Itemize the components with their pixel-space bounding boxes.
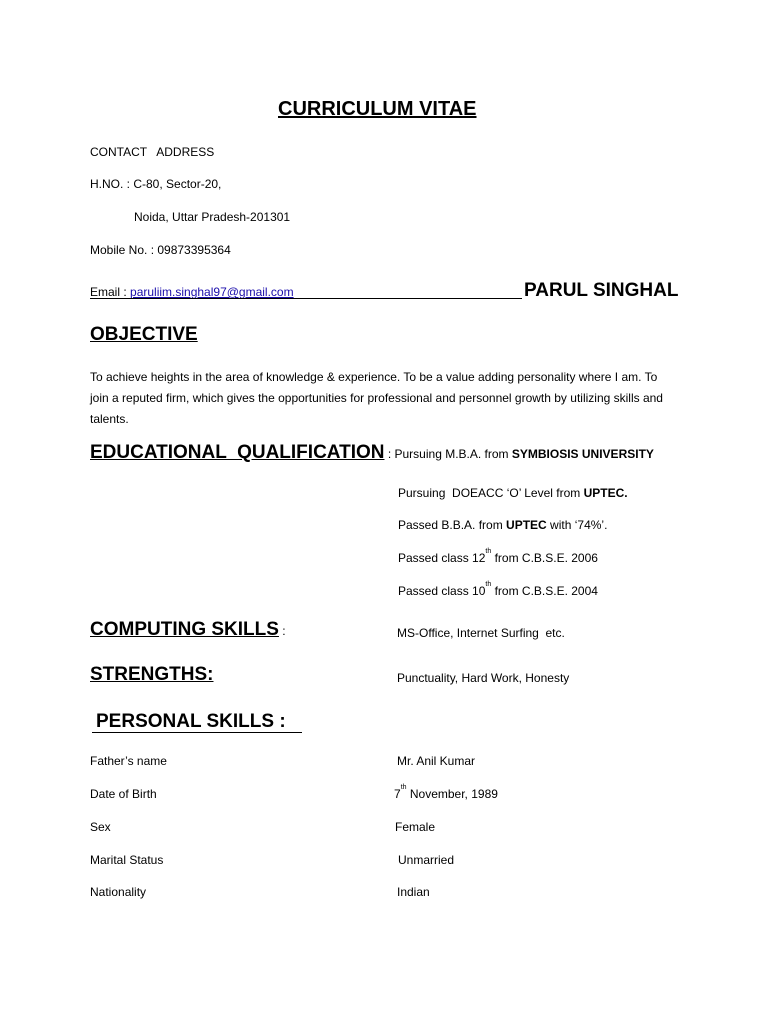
education-separator: : [384, 447, 395, 461]
education-item-3: Passed B.B.A. from UPTEC with ‘74%’. [398, 518, 608, 532]
computing-heading: COMPUTING SKILLS [90, 619, 279, 640]
education-item-5: Passed class 10th from C.B.S.E. 2004 [398, 581, 598, 598]
objective-heading: OBJECTIVE [90, 324, 198, 345]
personal-value-nationality: Indian [397, 885, 430, 899]
candidate-name: PARUL SINGHAL [524, 280, 679, 301]
education-item-1: Pursuing M.B.A. from SYMBIOSIS UNIVERSITY [394, 447, 654, 461]
strengths-heading: STRENGTHS: [90, 664, 214, 685]
personal-value-dob: 7th November, 1989 [394, 784, 498, 801]
strengths-value: Punctuality, Hard Work, Honesty [397, 671, 570, 685]
education-row [90, 442, 654, 464]
email-label: Email : [90, 285, 131, 299]
personal-label-nationality: Nationality [90, 885, 147, 899]
address-line-2: Noida, Uttar Pradesh-201301 [134, 210, 291, 224]
personal-underline [92, 732, 302, 733]
computing-row [90, 619, 286, 641]
education-heading: EDUCATIONAL QUALIFICATION [90, 442, 385, 463]
education-item-2: Pursuing DOEACC ‘O’ Level from UPTEC. [398, 486, 628, 500]
education-item-4: Passed class 12th from C.B.S.E. 2006 [398, 548, 598, 565]
personal-value-marital: Unmarried [398, 853, 455, 867]
personal-label-marital: Marital Status [90, 853, 164, 867]
personal-value-father: Mr. Anil Kumar [397, 754, 476, 768]
email-row [90, 285, 294, 299]
personal-label-father: Father’s name [90, 754, 167, 768]
address-line-1: H.NO. : C-80, Sector-20, [90, 177, 222, 191]
email-link[interactable]: paruliim.singhal97@gmail.com [130, 285, 294, 299]
computing-value: MS-Office, Internet Surfing etc. [397, 626, 565, 640]
computing-separator: : [278, 624, 286, 638]
personal-label-sex: Sex [90, 820, 111, 834]
contact-heading: CONTACT ADDRESS [90, 145, 215, 159]
personal-label-dob: Date of Birth [90, 787, 157, 801]
mobile-number: Mobile No. : 09873395364 [90, 243, 231, 257]
email-underline [90, 298, 522, 299]
personal-heading: PERSONAL SKILLS : [96, 711, 286, 732]
document-title: CURRICULUM VITAE [278, 98, 477, 120]
personal-value-sex: Female [395, 820, 436, 834]
objective-text: To achieve heights in the area of knowledge & experience. To be a value adding personality where I am. To join a reputed firm, which gives the opportunities for professional and personnel growth by utilizing skills and talents. [90, 370, 663, 426]
